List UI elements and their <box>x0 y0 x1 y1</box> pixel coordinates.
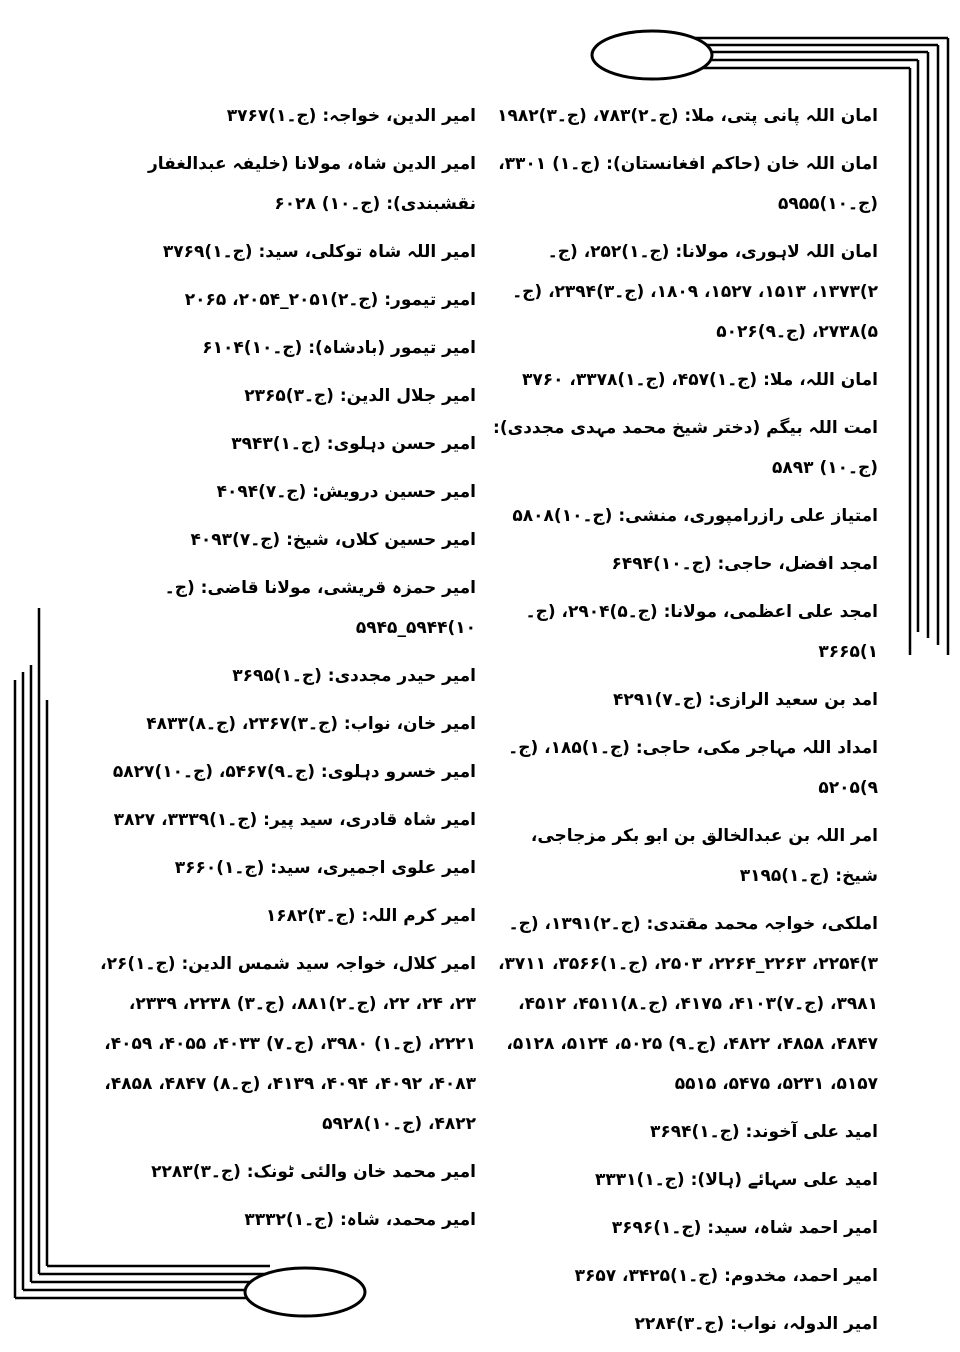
index-entry: املکی، خواجہ محمد مقتدی: (ج۔۲)۱۳۹۱، (ج۔۳)۲۲۵۴، ۲۲۶۳_۲۲۶۴، ۲۵۰۳، (ج۔۱)۳۵۶۶، ۳۷۱۱، ۳۹۸۱، (ج۔۷)۴۱۰۳، ۴۱۷۵، (ج۔۸)۴۵۱۱، ۴۵۱۲، ۴۸۴۷، ۴۸۵۸، ۴۸۲۲، (ج۔۹) ۵۰۲۵، ۵۱۲۴، ۵۱۲۸، ۵۱۵۷، ۵۲۳۱، ۵۴۷۵، ۵۵۱۵ <box>498 914 878 1094</box>
index-entry: امیر خان، نواب: (ج۔۳)۲۳۶۷، (ج۔۸)۴۸۳۳ <box>146 714 476 734</box>
index-entry: امیر کرم اللہ: (ج۔۳)۱۶۸۲ <box>265 906 476 926</box>
index-entry: امیر محمد خان والئی ٹونک: (ج۔۳)۲۲۸۳ <box>151 1162 476 1182</box>
index-entry: امیر تیمور (بادشاہ): (ج۔۱۰)۶۱۰۴ <box>202 338 476 358</box>
index-entry: امیر تیمور: (ج۔۲)۲۰۵۱_۲۰۵۴، ۲۰۶۵ <box>184 290 476 310</box>
index-entry: امیر الدولہ، نواب: (ج۔۳)۲۲۸۴ <box>634 1314 878 1334</box>
index-entry: امیر اللہ شاہ توکلی، سید: (ج۔۱)۳۷۶۹ <box>162 242 476 262</box>
index-entry: امتیاز علی رازرامپوری، منشی: (ج۔۱۰)۵۸۰۸ <box>512 506 878 526</box>
index-entry: امیر حسین کلاں، شیخ: (ج۔۷)۴۰۹۳ <box>190 530 476 550</box>
index-entry: امیر علوی اجمیری، سید: (ج۔۱)۳۶۶۰ <box>174 858 476 878</box>
index-entry: امیر جلال الدین: (ج۔۳)۲۳۶۵ <box>244 386 476 406</box>
index-entry: امیر خسرو دہلوی: (ج۔۹)۵۴۶۷، (ج۔۱۰)۵۸۲۷ <box>112 762 476 782</box>
index-entry: امیر حیدر مجددی: (ج۔۱)۳۶۹۵ <box>232 666 476 686</box>
index-entry: امجد علی اعظمی، مولانا: (ج۔۵)۲۹۰۴، (ج۔۱)۳۶۶۵ <box>525 602 878 662</box>
index-entry: امر اللہ بن عبدالخالق بن ابو بکر مزجاجی، شیخ: (ج۔۱)۳۱۹۵ <box>530 826 878 886</box>
index-entry: امجد افضل، حاجی: (ج۔۱۰)۶۴۹۴ <box>611 554 878 574</box>
index-entry: امیر احمد، مخدوم: (ج۔۱)۳۴۲۵، ۳۶۵۷ <box>574 1266 878 1286</box>
index-entry: امداد اللہ مہاجر مکی، حاجی: (ج۔۱)۱۸۵، (ج۔۹)۵۲۰۵ <box>508 738 878 798</box>
index-entry: امیر کلال، خواجہ سید شمس الدین: (ج۔۱)۲۶، ۲۳، ۲۴، ۲۲، (ج۔۲)۸۸۱، (ج۔۳) ۲۲۳۸، ۲۳۳۹، ۲۲۲۱، (ج۔۱) ۳۹۸۰، (ج۔۷) ۴۰۳۳، ۴۰۵۵، ۴۰۵۹، ۴۰۸۳، ۴۰۹۲، ۴۰۹۴، ۴۱۳۹، (ج۔۸) ۴۸۴۷، ۴۸۵۸، ۴۸۲۲، (ج۔۱۰)۵۹۲۸ <box>100 954 476 1134</box>
index-entry: امیر الدین شاہ، مولانا (خلیفہ عبدالغفار نقشبندی): (ج۔۱۰) ۶۰۲۸ <box>148 154 476 214</box>
index-entry: امان اللہ پانی پتی، ملا: (ج۔۲)۷۸۳، (ج۔۳)۱۹۸۲ <box>497 106 878 126</box>
bottom-oval-ornament <box>245 1268 365 1316</box>
top-oval-ornament <box>592 31 712 79</box>
index-entry: امیر احمد شاہ، سید: (ج۔۱)۳۶۹۶ <box>611 1218 878 1238</box>
index-entry: امیر حمزہ قریشی، مولانا قاضی: (ج۔۱۰)۵۹۴۴_۵۹۴۵ <box>164 578 476 638</box>
index-column-left <box>90 96 476 1248</box>
index-entry: امد بن سعید الرازی: (ج۔۷)۴۲۹۱ <box>612 690 878 710</box>
index-entry: امید علی آخوند: (ج۔۱)۳۶۹۴ <box>649 1122 878 1142</box>
index-entry: امیر حسن دہلوی: (ج۔۱)۳۹۴۳ <box>231 434 476 454</box>
index-entry: امیر حسین درویش: (ج۔۷)۴۰۹۴ <box>216 482 476 502</box>
index-entry: امان اللہ لاہوری، مولانا: (ج۔۱)۲۵۲، (ج۔۲)۱۳۷۳، ۱۵۱۳، ۱۵۲۷، ۱۸۰۹، (ج۔۳)۲۳۹۴، (ج۔۵)۲۷۳۸، (ج۔۹)۵۰۲۶ <box>512 242 878 342</box>
index-column-right <box>492 96 878 1352</box>
index-entry: امان اللہ خان (حاکم افغانستان): (ج۔۱) ۳۳۰۱، (ج۔۱۰)۵۹۵۵ <box>498 154 878 214</box>
index-entry: امت اللہ بیگم (دختر شیخ محمد مہدی مجددی): (ج۔۱۰) ۵۸۹۳ <box>493 418 878 478</box>
index-entry: امیر الدین، خواجہ: (ج۔۱)۳۷۶۷ <box>226 106 476 126</box>
index-entry: امید علی سہائے (ہالا): (ج۔۱)۳۳۳۱ <box>595 1170 878 1190</box>
index-entry: امیر محمد، شاہ: (ج۔۱)۳۳۳۲ <box>244 1210 476 1230</box>
index-entry: امیر شاہ قادری، سید پیر: (ج۔۱)۳۳۳۹، ۳۸۲۷ <box>113 810 476 830</box>
index-entry: امان اللہ، ملا: (ج۔۱)۴۵۷، (ج۔۱)۳۳۷۸، ۳۷۶۰ <box>521 370 878 390</box>
